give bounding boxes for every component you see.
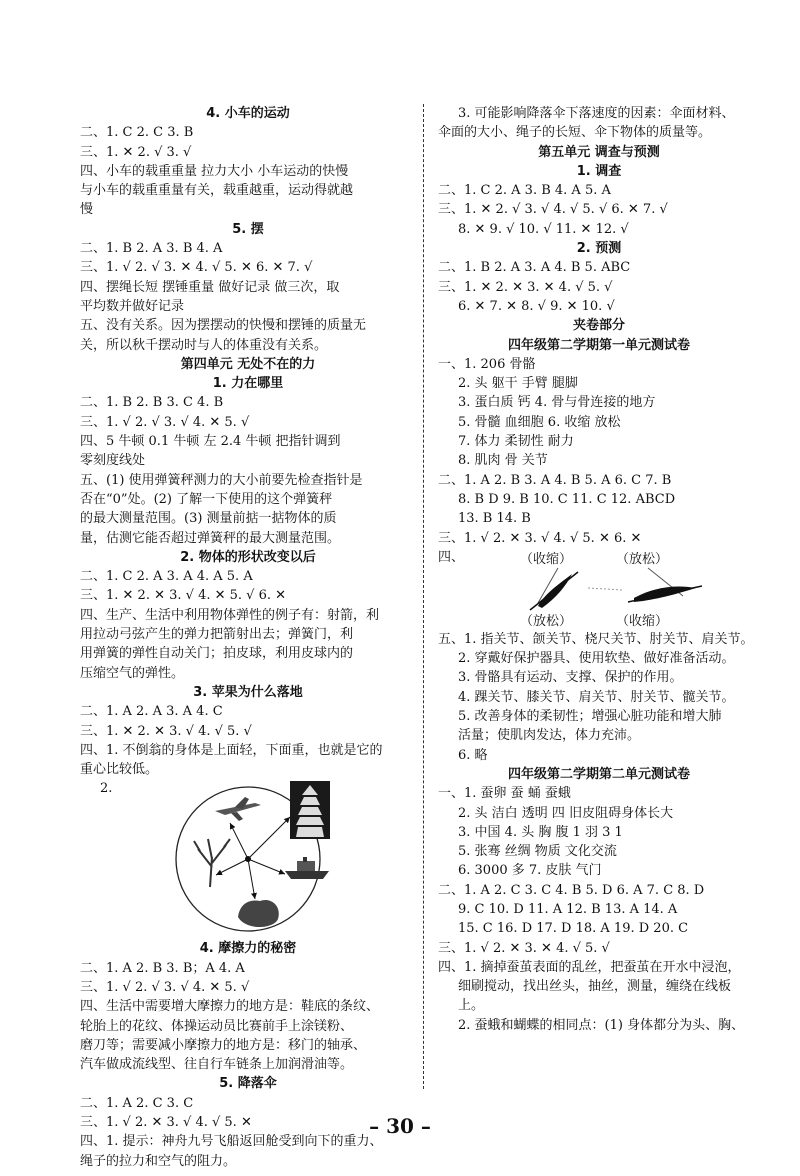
section-heading: 四年级第二学期第二单元测试卷 — [507, 766, 690, 782]
right-column — [438, 104, 760, 1035]
answer-line: 四、生活中需要增大摩擦力的地方是：鞋底的条纹、 — [80, 999, 380, 1015]
answer-line: 汽车做成流线型、往自行车链条上加润滑油等。 — [80, 1057, 354, 1073]
answer-line: 三、1. ✕ 2. ✕ 3. √ 4. ✕ 5. √ 6. ✕ — [80, 588, 287, 604]
answer-line: 三、1. ✕ 2. √ 3. √ 4. √ 5. √ 6. ✕ 7. √ — [438, 202, 668, 218]
answer-line: 三、1. ✕ 2. ✕ 3. √ 4. √ 5. √ — [80, 723, 252, 739]
answer-line: 二、1. A 2. C 3. C — [80, 1095, 194, 1111]
answer-line: 关，所以秋千摆动时与人的体重没有关系。 — [80, 337, 328, 353]
section-heading: 4. 摩擦力的秘密 — [199, 941, 297, 957]
answer-line: 二、1. A 2. B 3. B；A 4. A — [80, 960, 245, 976]
section-heading: 3. 苹果为什么落地 — [193, 684, 303, 700]
section-heading: 1. 调查 — [576, 163, 622, 179]
question-number: 四、 — [438, 549, 465, 565]
answer-line: 3. 蛋白质 钙 4. 骨与骨连接的地方 — [458, 395, 656, 411]
answer-line: 慢 — [80, 202, 94, 218]
answer-line: 磨刀等；需要减小摩擦力的地方是：移门的轴承、 — [80, 1037, 367, 1053]
answer-line: 5. 张骞 丝绸 物质 文化交流 — [458, 844, 617, 860]
airplane-icon — [215, 797, 261, 821]
answer-line: 13. B 14. B — [458, 511, 531, 527]
answer-line: 7. 体力 柔韧性 耐力 — [458, 434, 574, 450]
label-top-right: （放松） — [616, 551, 669, 567]
answer-line: 四、1. 提示：神舟九号飞船返回舱受到向下的重力、 — [80, 1134, 383, 1150]
right-arm-muscle-icon — [628, 586, 702, 602]
answer-line: 3. 可能影响降落伞下落速度的因素：伞面材料、 — [458, 106, 735, 121]
answer-line: 轮胎上的花纹、体操运动员比赛前手上涂镁粉、 — [80, 1018, 354, 1034]
answer-line: 压缩空气的弹性。 — [80, 665, 185, 681]
tree-icon — [194, 839, 230, 887]
answer-line: 三、1. ✕ 2. ✕ 3. ✕ 4. √ 5. √ — [438, 279, 613, 295]
section-heading: 5. 降落伞 — [219, 1076, 277, 1092]
answer-line: 活量；使肌肉发达，体力充沛。 — [458, 728, 641, 744]
answer-line: 15. C 16. D 17. D 18. A 19. D 20. C — [458, 921, 689, 937]
arm-muscle-svg — [438, 548, 760, 630]
left-arm-muscle-icon — [530, 572, 578, 610]
ship-icon — [285, 857, 329, 879]
answer-line: 四、小车的载重重量 拉力大小 小车运动的快慢 — [80, 163, 349, 179]
answer-line: 平均数并做好记录 — [80, 298, 185, 314]
page-number: – 30 – — [369, 1114, 431, 1138]
answer-line: 二、1. B 2. B 3. C 4. B — [80, 395, 224, 411]
answer-line: 二、1. C 2. C 3. B — [80, 125, 194, 141]
answer-line: 与小车的载重重量有关，载重越重，运动得就越 — [80, 183, 354, 199]
answer-line: 五、(1) 使用弹簧秤测力的大小前要先检查指针是 — [80, 472, 363, 488]
answer-line: 五、1. 指关节、颌关节、桡尺关节、肘关节、肩关节。 — [438, 631, 754, 647]
answer-line: 2. 穿戴好保护器具、使用软垫、做好准备活动。 — [458, 651, 735, 667]
answer-line: 一、1. 206 骨骼 — [438, 356, 536, 372]
answer-line: 2. 蚕蛾和蝴蝶的相同点：(1) 身体都分为头、胸、 — [458, 1017, 745, 1033]
section-heading: 夹卷部分 — [572, 318, 625, 334]
section-heading: 第五单元 调查与预测 — [538, 144, 660, 160]
section-heading: 2. 物体的形状改变以后 — [180, 549, 316, 565]
answer-line: 三、1. √ 2. ✕ 3. ✕ 4. √ 5. √ — [438, 940, 610, 956]
answer-line: 6. 略 — [458, 747, 488, 763]
section-heading: 1. 力在哪里 — [212, 376, 284, 392]
answer-line: 三、1. √ 2. √ 3. √ 4. ✕ 5. √ — [80, 414, 250, 430]
answer-line: 3. 骨骼具有运动、支撑、保护的作用。 — [458, 670, 683, 686]
label-bottom-right: （收缩） — [616, 613, 669, 629]
column-divider — [423, 104, 424, 1089]
answer-line: 二、1. B 2. A 3. A 4. B 5. ABC — [438, 260, 631, 276]
answer-line: 二、1. C 2. A 3. B 4. A 5. A — [438, 183, 611, 199]
answer-line: 上。 — [458, 998, 485, 1014]
answer-line: 8. B D 9. B 10. C 11. C 12. ABCD — [458, 491, 676, 507]
answer-line: 8. ✕ 9. √ 10. √ 11. ✕ 12. √ — [458, 221, 629, 237]
section-heading: 4. 小车的运动 — [206, 106, 290, 121]
answer-line: 二、1. A 2. B 3. A 4. B 5. A 6. C 7. B — [438, 472, 672, 488]
left-column — [80, 104, 416, 1171]
answer-line: 绳子的拉力和空气的阻力。 — [80, 1153, 237, 1169]
answer-line: 四、摆绳长短 摆锤重量 做好记录 做三次，取 — [80, 279, 340, 295]
answer-line: 5. 改善身体的柔韧性；增强心脏功能和增大肺 — [458, 709, 722, 725]
section-heading: 四年级第二学期第一单元测试卷 — [507, 337, 690, 353]
answer-line: 四、1. 摘掉蚕茧表面的乱丝，把蚕茧在开水中浸泡， — [438, 959, 741, 975]
answer-line: 6. 3000 多 7. 皮肤 气门 — [458, 863, 602, 879]
figure-number: 2. — [100, 781, 113, 797]
answer-line: 二、1. A 2. C 3. C 4. B 5. D 6. A 7. C 8. D — [438, 882, 705, 898]
label-top-left: （收缩） — [520, 551, 573, 567]
answer-line: 一、1. 蚕卵 蚕 蛹 蚕蛾 — [438, 786, 571, 802]
answer-line: 2. 头 洁白 透明 四 旧皮阻碍身体长大 — [458, 805, 674, 821]
gravity-diagram-svg — [80, 779, 416, 939]
section-heading: 5. 摆 — [232, 221, 264, 237]
rock-icon — [238, 900, 279, 927]
gravity-diagram — [80, 779, 416, 939]
answer-line: 用弹簧的弹性自动关门；拍皮球，利用皮球内的 — [80, 646, 354, 662]
answer-line: 三、1. √ 2. ✕ 3. √ 4. √ 5. ✕ — [80, 1115, 252, 1131]
answer-line: 9. C 10. D 11. A 12. B 13. A 14. A — [458, 901, 678, 917]
answer-line: 2. 头 躯干 手臂 腿脚 — [458, 376, 578, 392]
answer-line: 五、没有关系。因为摆摆动的快慢和摆锤的质量无 — [80, 318, 367, 334]
answer-line: 8. 肌肉 骨 关节 — [458, 453, 548, 469]
answer-line: 4. 踝关节、膝关节、肩关节、肘关节、髋关节。 — [458, 689, 735, 705]
answer-line: 三、1. √ 2. ✕ 3. √ 4. √ 5. ✕ 6. ✕ — [438, 530, 642, 546]
answer-line: 二、1. A 2. A 3. A 4. C — [80, 704, 223, 720]
answer-line: 重心比较低。 — [80, 762, 159, 778]
answer-line: 零刻度线处 — [80, 453, 146, 469]
answer-line: 二、1. B 2. A 3. B 4. A — [80, 241, 223, 257]
arm-muscle-diagram — [438, 548, 760, 630]
section-heading: 第四单元 无处不在的力 — [180, 356, 316, 372]
section-heading: 2. 预测 — [576, 241, 622, 257]
answer-line: 三、1. ✕ 2. √ 3. √ — [80, 144, 192, 160]
answer-line: 三、1. √ 2. √ 3. √ 4. ✕ 5. √ — [80, 979, 250, 995]
answer-line: 量，估测它能否超过弹簧秤的最大测量范围。 — [80, 530, 341, 546]
answer-line: 3. 中国 4. 头 胸 腹 1 羽 3 1 — [458, 824, 623, 840]
answer-line: 四、1. 不倒翁的身体是上面轻，下面重，也就是它的 — [80, 742, 383, 758]
answer-line: 四、5 牛顿 0.1 牛顿 左 2.4 牛顿 把指针调到 — [80, 434, 341, 450]
answer-line: 伞面的大小、绳子的长短、伞下物体的质量等。 — [438, 125, 712, 141]
answer-line: 细刷搅动，找出丝头，抽丝，测量，缠绕在线板 — [458, 979, 732, 995]
answer-line: 四、生产、生活中利用物体弹性的例子有：射箭，利 — [80, 607, 380, 623]
answer-line: 6. ✕ 7. ✕ 8. √ 9. ✕ 10. √ — [458, 298, 615, 314]
answer-line: 三、1. √ 2. √ 3. ✕ 4. √ 5. ✕ 6. ✕ 7. √ — [80, 260, 313, 276]
answer-line: 的最大测量范围。(3) 测量前掂一掂物体的质 — [80, 511, 337, 527]
answer-line: 否在“0”处。(2) 了解一下使用的这个弹簧秤 — [80, 491, 333, 507]
pagoda-icon — [290, 781, 330, 839]
answer-line: 二、1. C 2. A 3. A 4. A 5. A — [80, 569, 253, 585]
label-bottom-left: （放松） — [520, 613, 573, 629]
answer-line: 5. 骨髓 血细胞 6. 收缩 放松 — [458, 414, 621, 430]
answer-line: 用拉动弓弦产生的弹力把箭射出去；弹簧门，利 — [80, 627, 354, 643]
